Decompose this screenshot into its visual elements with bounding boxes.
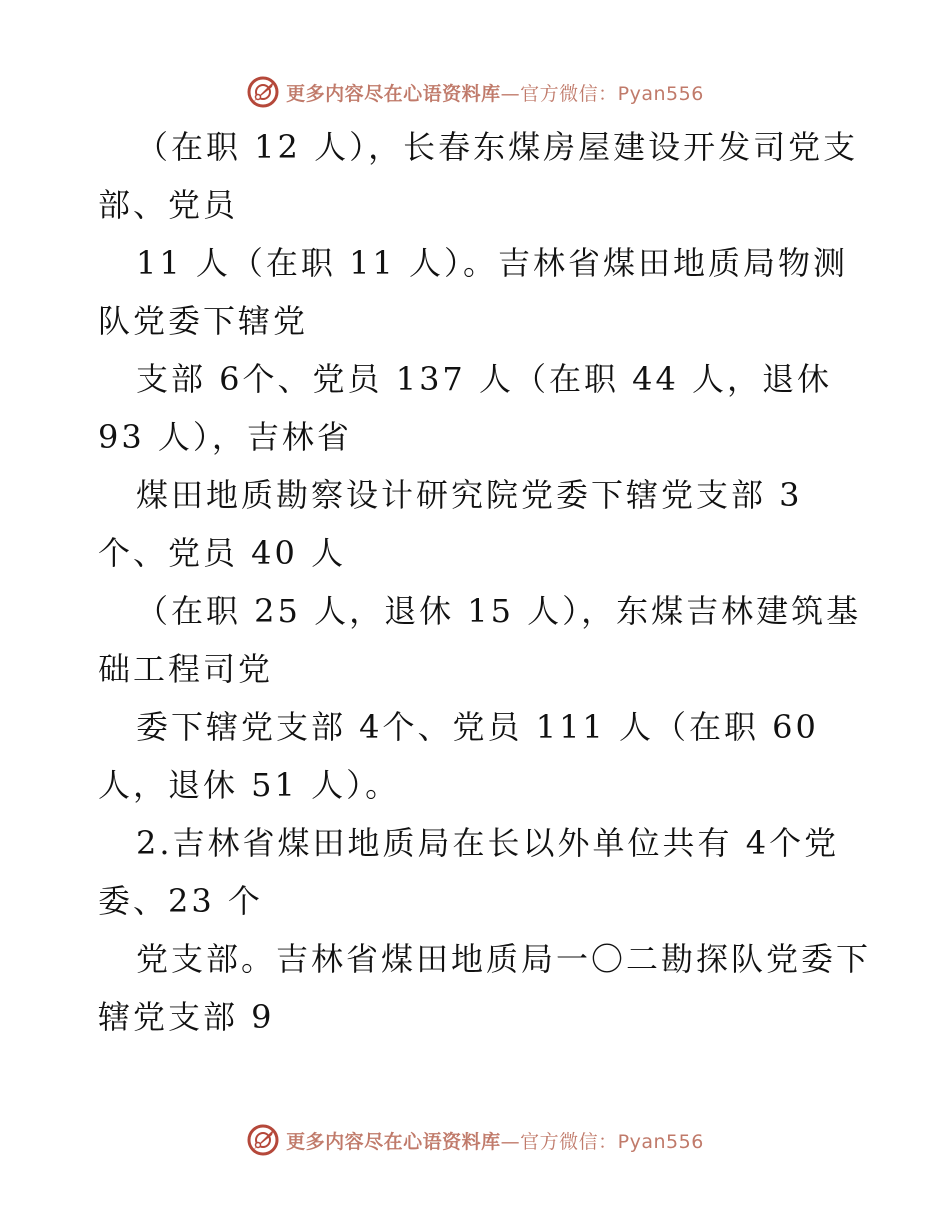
text-line: 煤田地质勘察设计研究院党委下辖党支部 3 xyxy=(136,476,803,514)
text-line: 委下辖党支部 4个、党员 111 人（在职 60 xyxy=(136,708,819,746)
text-line: 部、党员 xyxy=(98,186,239,224)
footer-watermark-banner xyxy=(0,1118,950,1162)
banner-text: 更多内容尽在心语资料库—官方微信：Pyan556 xyxy=(286,1130,704,1153)
text-line: 础工程司党 xyxy=(98,650,274,688)
text-line: 队党委下辖党 xyxy=(98,302,309,340)
text-line: 支部 6个、党员 137 人（在职 44 人，退休 xyxy=(136,360,833,398)
brand-logo-icon xyxy=(246,1123,280,1157)
banner-text: 更多内容尽在心语资料库—官方微信：Pyan556 xyxy=(286,82,704,105)
body-paragraph xyxy=(98,118,872,1046)
text-line: 个、党员 40 人 xyxy=(98,534,347,572)
text-line: 2.吉林省煤田地质局在长以外单位共有 4个党 xyxy=(136,824,840,862)
document-body xyxy=(98,118,872,1046)
header-watermark-banner xyxy=(0,70,950,114)
text-line: （在职 25 人，退休 15 人），东煤吉林建筑基 xyxy=(136,592,862,630)
text-line: 11 人（在职 11 人）。吉林省煤田地质局物测 xyxy=(136,244,848,282)
text-line: （在职 12 人），长春东煤房屋建设开发司党支 xyxy=(136,128,859,166)
text-line: 辖党支部 9 xyxy=(98,998,275,1036)
text-line: 93 人），吉林省 xyxy=(98,418,352,456)
brand-logo-icon xyxy=(246,75,280,109)
text-line: 人，退休 51 人）。 xyxy=(98,766,401,804)
text-line: 委、23 个 xyxy=(98,882,263,920)
text-line: 党支部。吉林省煤田地质局一〇二勘探队党委下 xyxy=(136,940,872,978)
